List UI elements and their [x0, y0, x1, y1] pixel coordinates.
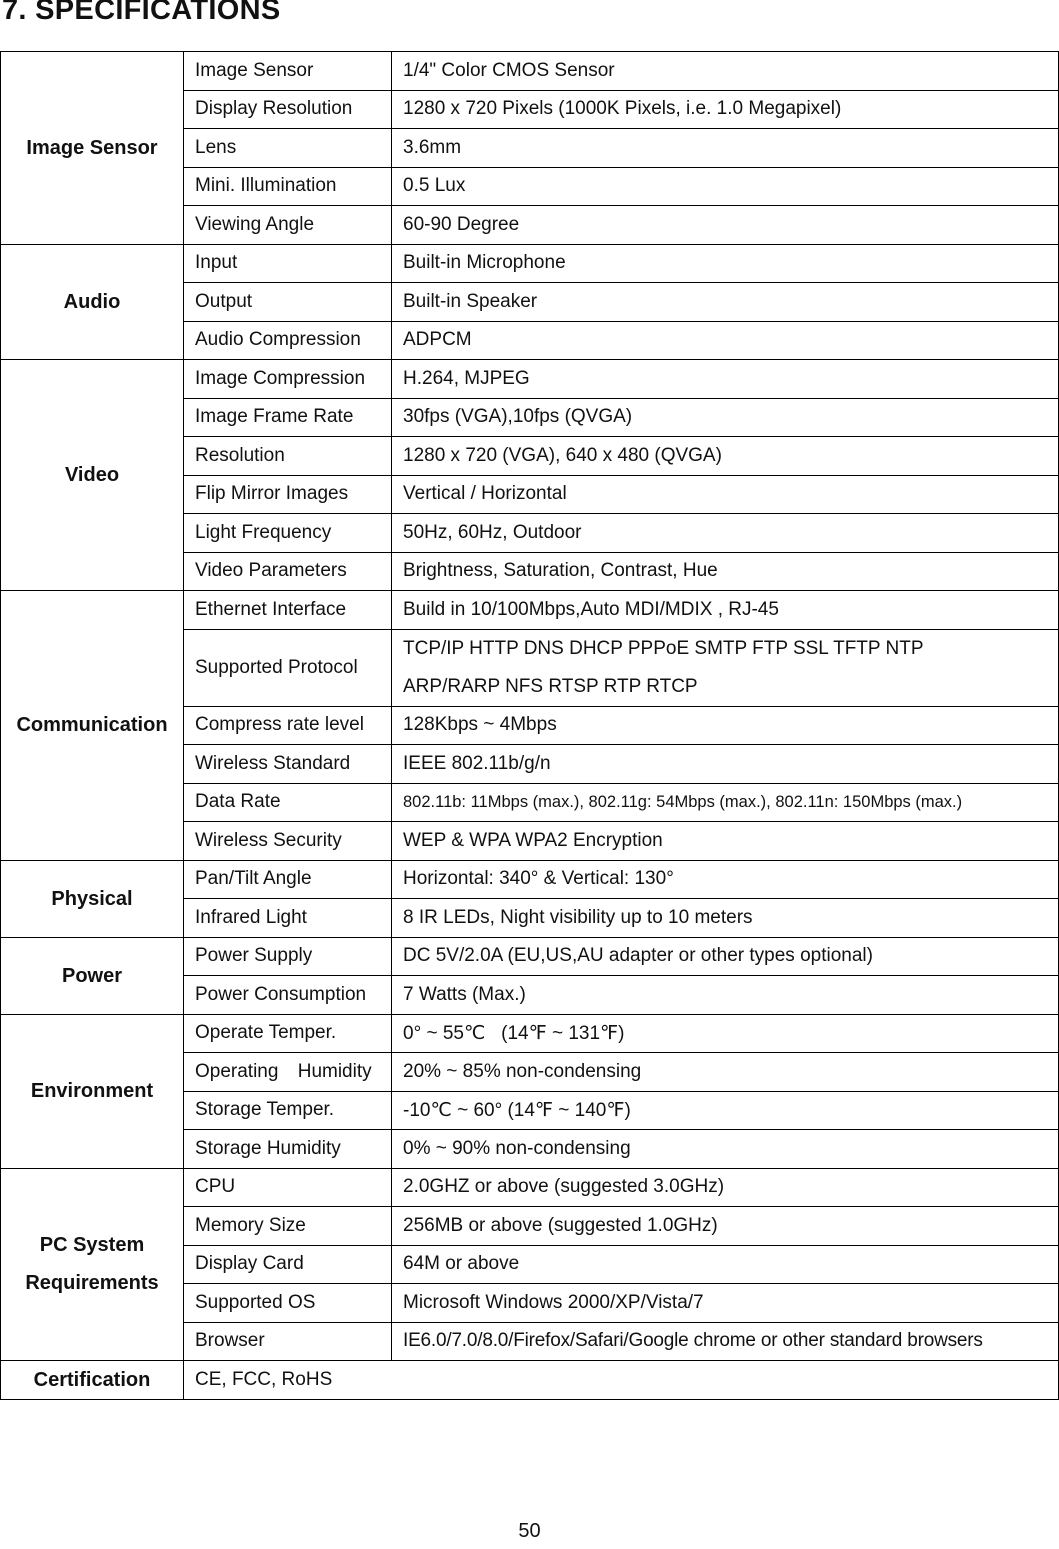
spec-value: Vertical / Horizontal: [392, 475, 1059, 514]
table-row: [1, 1168, 1059, 1207]
spec-value: Microsoft Windows 2000/XP/Vista/7: [392, 1284, 1059, 1323]
spec-value: 0.5 Lux: [392, 167, 1059, 206]
table-row: [1, 1014, 1059, 1053]
table-row: [1, 937, 1059, 976]
spec-label: Image Sensor: [184, 52, 392, 91]
spec-label: Ethernet Interface: [184, 591, 392, 630]
page-title: 7. SPECIFICATIONS: [2, 0, 281, 26]
group-pc-system-requirements: [1, 1168, 184, 1361]
spec-label: Wireless Standard: [184, 745, 392, 784]
spec-value: ADPCM: [392, 321, 1059, 360]
spec-value: IEEE 802.11b/g/n: [392, 745, 1059, 784]
spec-label: Viewing Angle: [184, 206, 392, 245]
spec-label: Display Resolution: [184, 90, 392, 129]
table-row: [1, 1361, 1059, 1400]
spec-label: Data Rate: [184, 783, 392, 822]
spec-value: IE6.0/7.0/8.0/Firefox/Safari/Google chrome or other standard browsers: [392, 1322, 1059, 1361]
spec-label: Input: [184, 244, 392, 283]
spec-value: 2.0GHZ or above (suggested 3.0GHz): [392, 1168, 1059, 1207]
group-environment: Environment: [1, 1014, 184, 1168]
spec-label: Pan/Tilt Angle: [184, 860, 392, 899]
spec-value: 1280 x 720 Pixels (1000K Pixels, i.e. 1.0 Megapixel): [392, 90, 1059, 129]
spec-value: Build in 10/100Mbps,Auto MDI/MDIX , RJ-45: [392, 591, 1059, 630]
spec-value: 64M or above: [392, 1245, 1059, 1284]
spec-value: 30fps (VGA),10fps (QVGA): [392, 398, 1059, 437]
spec-value: 7 Watts (Max.): [392, 976, 1059, 1015]
specifications-table: [0, 51, 1059, 1400]
group-communication: Communication: [1, 591, 184, 861]
group-image-sensor: Image Sensor: [1, 52, 184, 245]
spec-value: 128Kbps ~ 4Mbps: [392, 706, 1059, 745]
spec-value: 802.11b: 11Mbps (max.), 802.11g: 54Mbps (max.), 802.11n: 150Mbps (max.): [392, 783, 1059, 822]
spec-value: 20% ~ 85% non-condensing: [392, 1053, 1059, 1092]
spec-label: Light Frequency: [184, 514, 392, 553]
table-row: [1, 860, 1059, 899]
spec-value: DC 5V/2.0A (EU,US,AU adapter or other types optional): [392, 937, 1059, 976]
spec-value: 1280 x 720 (VGA), 640 x 480 (QVGA): [392, 437, 1059, 476]
spec-value: [392, 629, 1059, 706]
spec-value: Built-in Speaker: [392, 283, 1059, 322]
group-power: Power: [1, 937, 184, 1014]
spec-label: Storage Humidity: [184, 1130, 392, 1169]
table-row: [1, 591, 1059, 630]
table-row: [1, 244, 1059, 283]
spec-value: H.264, MJPEG: [392, 360, 1059, 399]
spec-label: Infrared Light: [184, 899, 392, 938]
spec-value-line: ARP/RARP NFS RTSP RTP RTCP: [403, 675, 698, 697]
spec-value: CE, FCC, RoHS: [184, 1361, 1059, 1400]
spec-label: Audio Compression: [184, 321, 392, 360]
spec-value: -10℃ ~ 60° (14℉ ~ 140℉): [392, 1091, 1059, 1130]
group-audio: Audio: [1, 244, 184, 360]
group-name-line: PC System: [39, 1234, 145, 1257]
spec-value: 0% ~ 90% non-condensing: [392, 1130, 1059, 1169]
group-name-line: Requirements: [25, 1272, 159, 1295]
spec-label: Resolution: [184, 437, 392, 476]
spec-label: Power Supply: [184, 937, 392, 976]
spec-value: 1/4" Color CMOS Sensor: [392, 52, 1059, 91]
spec-label: Lens: [184, 129, 392, 168]
spec-label: Display Card: [184, 1245, 392, 1284]
spec-value: Brightness, Saturation, Contrast, Hue: [392, 552, 1059, 591]
spec-label: Storage Temper.: [184, 1091, 392, 1130]
spec-value: 8 IR LEDs, Night visibility up to 10 meters: [392, 899, 1059, 938]
spec-label: Supported OS: [184, 1284, 392, 1323]
spec-label: Video Parameters: [184, 552, 392, 591]
spec-label: Memory Size: [184, 1207, 392, 1246]
spec-label: Output: [184, 283, 392, 322]
spec-value-line: TCP/IP HTTP DNS DHCP PPPoE SMTP FTP SSL TFTP NTP: [403, 637, 924, 659]
spec-value: 3.6mm: [392, 129, 1059, 168]
spec-value: Horizontal: 340° & Vertical: 130°: [392, 860, 1059, 899]
spec-value: 60-90 Degree: [392, 206, 1059, 245]
spec-value: 50Hz, 60Hz, Outdoor: [392, 514, 1059, 553]
group-physical: Physical: [1, 860, 184, 937]
spec-value: WEP & WPA WPA2 Encryption: [392, 822, 1059, 861]
spec-value: 256MB or above (suggested 1.0GHz): [392, 1207, 1059, 1246]
spec-value: 0° ~ 55℃ (14℉ ~ 131℉): [392, 1014, 1059, 1053]
spec-label: CPU: [184, 1168, 392, 1207]
spec-label: Operating Humidity: [184, 1053, 392, 1092]
spec-label: Image Compression: [184, 360, 392, 399]
spec-label: Browser: [184, 1322, 392, 1361]
spec-label: Wireless Security: [184, 822, 392, 861]
group-video: Video: [1, 360, 184, 591]
page-number: 50: [518, 1520, 541, 1542]
spec-label: Image Frame Rate: [184, 398, 392, 437]
spec-label: Power Consumption: [184, 976, 392, 1015]
spec-value: Built-in Microphone: [392, 244, 1059, 283]
table-row: [1, 52, 1059, 91]
spec-label: Operate Temper.: [184, 1014, 392, 1053]
table-row: [1, 360, 1059, 399]
group-certification: Certification: [1, 1361, 184, 1400]
spec-label: Flip Mirror Images: [184, 475, 392, 514]
spec-label: Mini. Illumination: [184, 167, 392, 206]
spec-label: Compress rate level: [184, 706, 392, 745]
spec-label: Supported Protocol: [184, 629, 392, 706]
